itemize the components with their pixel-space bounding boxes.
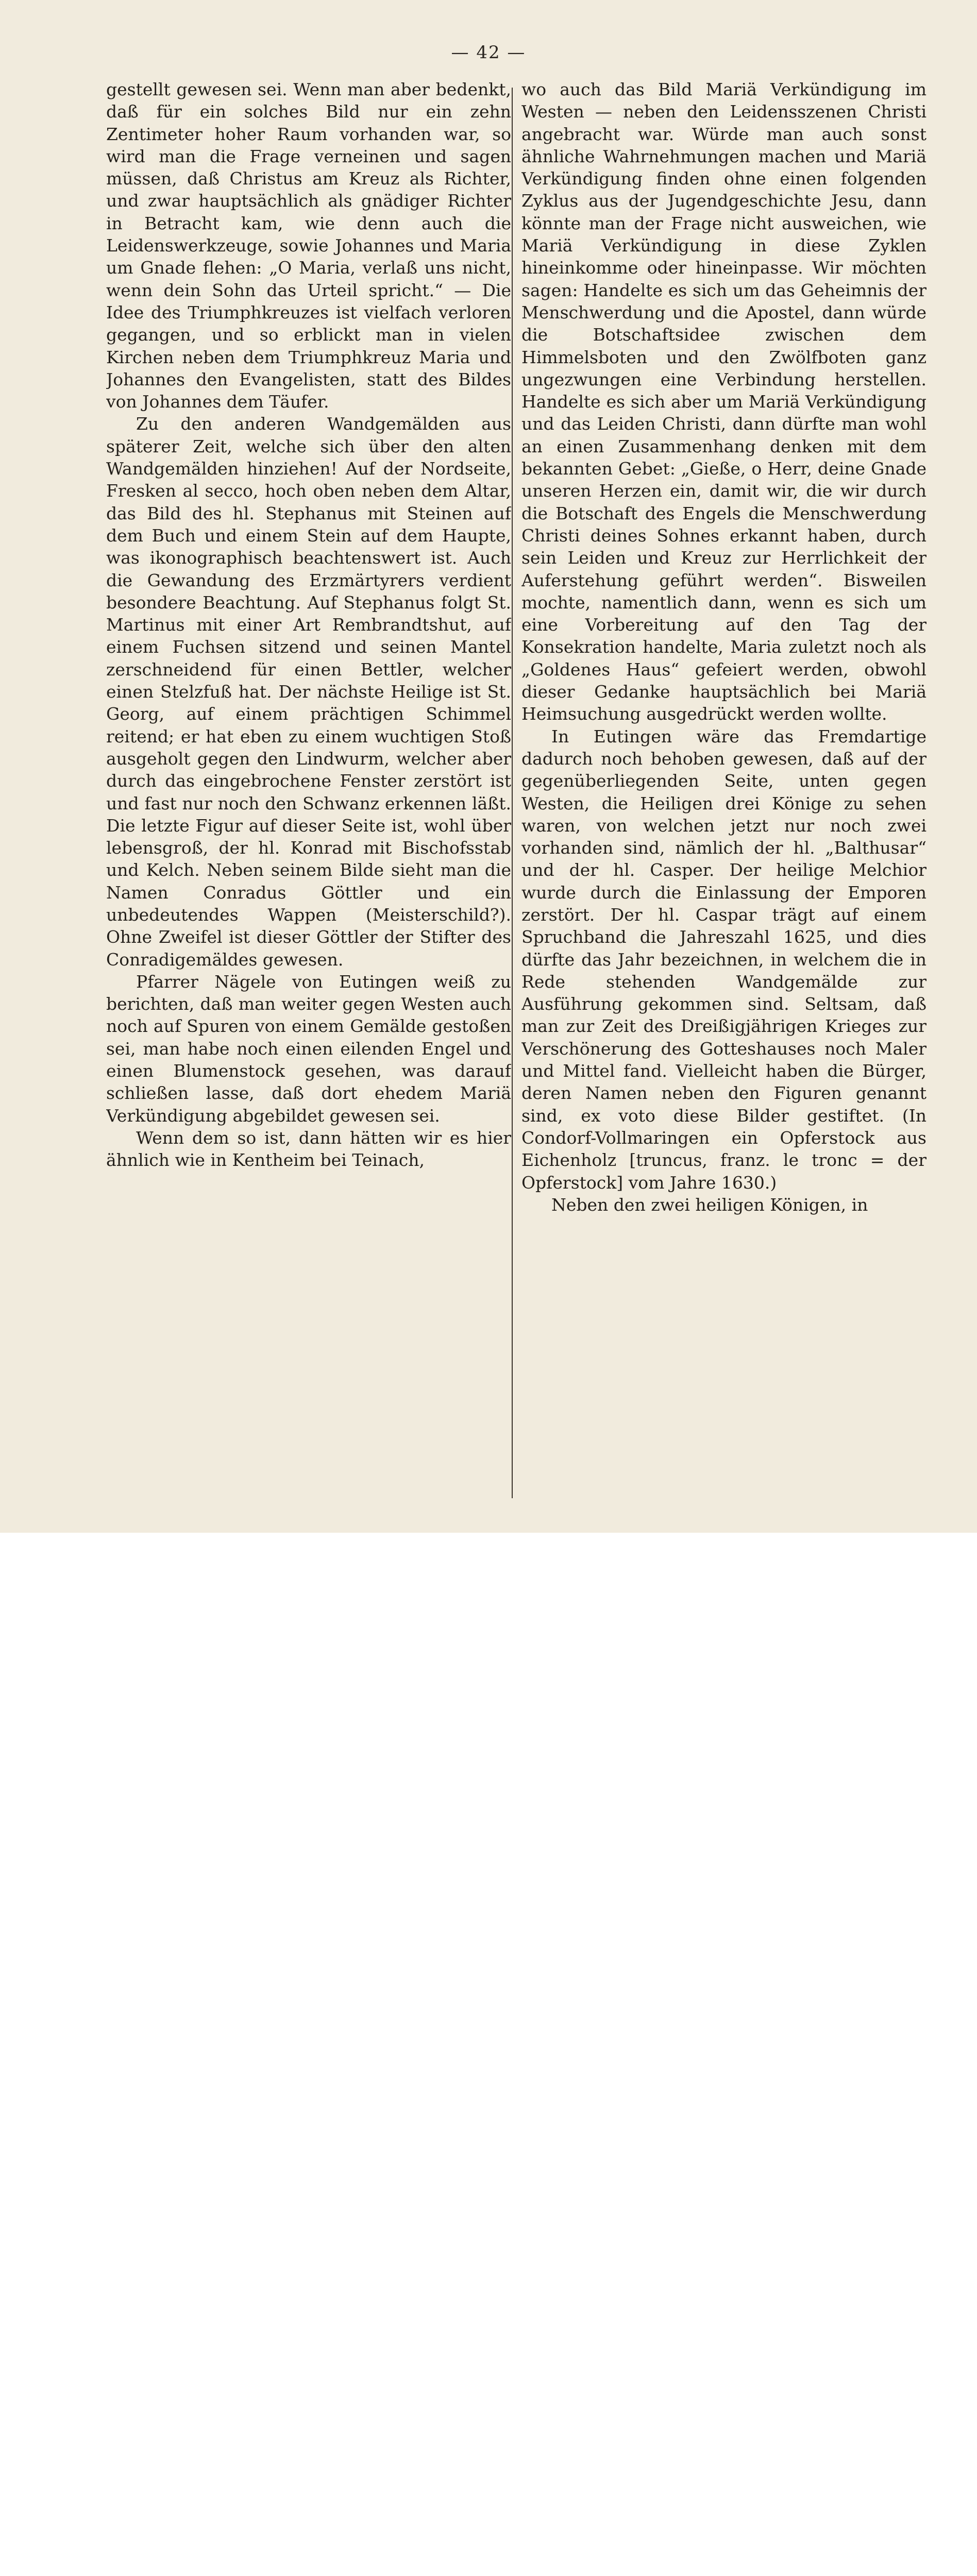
paragraph: gestellt gewesen sei. Wenn man aber bedenkt, daß für ein solches Bild nur ein zehn Zentimeter hoher Raum vorhanden war, so wird man die Frage verneinen und sagen müssen, daß Christus am Kreuz als Richter, und zwar hauptsächlich als gnädiger Richter in Betracht kam, wie denn auch die Leidenswerkzeuge, sowie Johannes und Maria um Gnade flehen: „O Maria, verlaß uns nicht, wenn dein Sohn das Urteil spricht.“ — Die Idee des Triumphkreuzes ist vielfach verloren gegangen, und so erblickt man in vielen Kirchen neben dem Triumphkreuz Maria und Johannes den Evangelisten, statt des Bildes von Johannes dem Täufer. bbox=[106, 79, 511, 412]
page-number: — 42 — bbox=[451, 42, 526, 63]
right-column bbox=[521, 78, 927, 1500]
paragraph: In Eutingen wäre das Fremdartige dadurch noch behoben gewesen, daß auf der gegenüberliegenden Seite, unten gegen Westen, die Heiligen drei Könige zu sehen waren, von welchen jetzt nur noch zwei vorhanden sind, nämlich der hl. „Balthusar“ und der hl. Casper. Der heilige Melchior wurde durch die Einlassung der Emporen zerstört. Der hl. Caspar trägt auf einem Spruchband die Jahreszahl 1625, und dies dürfte das Jahr bezeichnen, in welchem die in Rede stehenden Wandgemälde zur Ausführung gekommen sind. Seltsam, daß man zur Zeit des Dreißigjährigen Krieges zur Verschönerung des Gotteshauses noch Maler und Mittel fand. Vielleicht haben die Bürger, deren Namen neben den Figuren genannt sind, ex voto diese Bilder gestiftet. (In Condorf-Vollmaringen ein Opferstock aus Eichenholz [truncus, franz. le tronc = der Opferstock] vom Jahre 1630.) bbox=[521, 726, 927, 1193]
paragraph: Wenn dem so ist, dann hätten wir es hier ähnlich wie in Kentheim bei Teinach, bbox=[106, 1127, 511, 1171]
column-divider bbox=[512, 88, 513, 1498]
paragraph: Pfarrer Nägele von Eutingen weiß zu berichten, daß man weiter gegen Westen auch noch auf Spuren von einem Gemälde gestoßen sei, man habe noch einen eilenden Engel und einen Blumenstock gesehen, was darauf schließen lasse, daß dort ehedem Mariä Verkündigung abgebildet gewesen sei. bbox=[106, 971, 511, 1126]
paragraph: Zu den anderen Wandgemälden aus späterer Zeit, welche sich über den alten Wandgemälden hinziehen! Auf der Nordseite, Fresken al secco, hoch oben neben dem Altar, das Bild des hl. Stephanus mit Steinen auf dem Buch und einem Stein auf dem Haupte, was ikonographisch beachtenswert ist. Auch die Gewandung des Erzmärtyrers verdient besondere Beachtung. Auf Stephanus folgt St. Martinus mit einer Art Rembrandtshut, auf einem Fuchsen sitzend und seinen Mantel zerschneidend für einen Bettler, welcher einen Stelzfuß hat. Der nächste Heilige ist St. Georg, auf einem prächtigen Schimmel reitend; er hat eben zu einem wuchtigen Stoß ausgeholt gegen den Lindwurm, welcher aber durch das eingebrochene Fenster zerstört ist und fast nur noch den Schwanz erkennen läßt. Die letzte Figur auf dieser Seite ist, wohl über lebensgroß, der hl. Konrad mit Bischofsstab und Kelch. Neben seinem Bilde sieht man die Namen Conradus Göttler und ein unbedeutendes Wappen (Meisterschild?). Ohne Zweifel ist dieser Göttler der Stifter des Conradigemäldes gewesen. bbox=[106, 414, 511, 970]
paragraph: wo auch das Bild Mariä Verkündigung im Westen — neben den Leidensszenen Christi angebracht war. Würde man auch sonst ähnliche Wahrnehmungen machen und Mariä Verkündigung finden ohne einen folgenden Zyklus aus der Jugendgeschichte Jesu, dann könnte man der Frage nicht ausweichen, wie Mariä Verkündigung in diese Zyklen hineinkomme oder hineinpasse. Wir möchten sagen: Handelte es sich um das Geheimnis der Menschwerdung und die Apostel, dann würde die Botschaftsidee zwischen dem Himmelsboten und den Zwölfboten ganz ungezwungen eine Verbindung herstellen. Handelte es sich aber um Mariä Verkündigung und das Leiden Christi, dann dürfte man wohl an einen Zusammenhang denken mit dem bekannten Gebet: „Gieße, o Herr, deine Gnade unseren Herzen ein, damit wir, die wir durch die Botschaft des Engels die Menschwerdung Christi deines Sohnes erkannt haben, durch sein Leiden und Kreuz zur Herrlichkeit der Auferstehung geführt werden“. Bisweilen mochte, namentlich dann, wenn es sich um eine Vorbereitung auf den Tag der Konsekration handelte, Maria zuletzt noch als „Goldenes Haus“ gefeiert werden, obwohl dieser Gedanke hauptsächlich bei Mariä Heimsuchung ausgedrückt werden wollte. bbox=[521, 79, 927, 724]
footer bbox=[0, 1533, 977, 1604]
paragraph: Neben den zwei heiligen Königen, in bbox=[551, 1194, 868, 1215]
left-column bbox=[106, 78, 511, 1500]
